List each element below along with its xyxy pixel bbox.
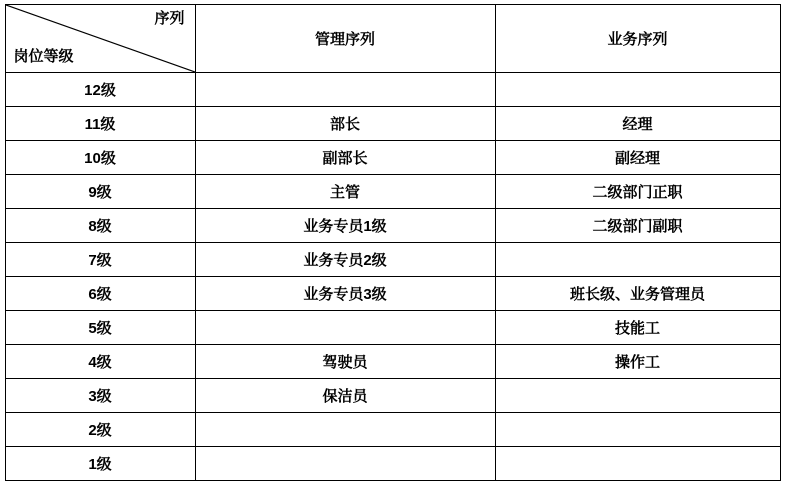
- cell-business: [495, 379, 780, 413]
- cell-management: 保洁员: [195, 379, 495, 413]
- corner-top-label: 序列: [154, 10, 185, 27]
- cell-grade: 7级: [5, 243, 195, 277]
- cell-business: 技能工: [495, 311, 780, 345]
- cell-business: 操作工: [495, 345, 780, 379]
- table-row: [5, 175, 780, 209]
- table-row: [5, 345, 780, 379]
- table-header-row: [5, 5, 780, 73]
- cell-business: 二级部门正职: [495, 175, 780, 209]
- column-header-management: 管理序列: [195, 5, 495, 73]
- cell-grade: 3级: [5, 379, 195, 413]
- cell-management: [195, 311, 495, 345]
- corner-bottom-label: 岗位等级: [13, 48, 74, 65]
- cell-business: 副经理: [495, 141, 780, 175]
- cell-business: 经理: [495, 107, 780, 141]
- table-row: [5, 311, 780, 345]
- cell-grade: 4级: [5, 345, 195, 379]
- table-row: [5, 209, 780, 243]
- cell-management: 驾驶员: [195, 345, 495, 379]
- cell-business: [495, 447, 780, 481]
- cell-business: [495, 73, 780, 107]
- cell-business: 二级部门副职: [495, 209, 780, 243]
- table-row: [5, 277, 780, 311]
- position-grade-table: [5, 4, 781, 481]
- table-row: [5, 141, 780, 175]
- column-header-business: 业务序列: [495, 5, 780, 73]
- table-row: [5, 73, 780, 107]
- cell-business: [495, 243, 780, 277]
- table-row: [5, 413, 780, 447]
- cell-grade: 11级: [5, 107, 195, 141]
- cell-management: 业务专员3级: [195, 277, 495, 311]
- cell-grade: 5级: [5, 311, 195, 345]
- cell-management: 副部长: [195, 141, 495, 175]
- cell-management: 业务专员1级: [195, 209, 495, 243]
- cell-grade: 10级: [5, 141, 195, 175]
- cell-management: 部长: [195, 107, 495, 141]
- cell-grade: 6级: [5, 277, 195, 311]
- cell-management: [195, 73, 495, 107]
- cell-grade: 12级: [5, 73, 195, 107]
- corner-header-cell: [5, 5, 195, 73]
- table-row: [5, 243, 780, 277]
- cell-grade: 2级: [5, 413, 195, 447]
- document-page: [0, 4, 785, 492]
- cell-management: 业务专员2级: [195, 243, 495, 277]
- cell-management: [195, 447, 495, 481]
- table-body: [5, 73, 780, 481]
- table-row: [5, 447, 780, 481]
- cell-grade: 8级: [5, 209, 195, 243]
- cell-management: 主管: [195, 175, 495, 209]
- cell-grade: 9级: [5, 175, 195, 209]
- table-row: [5, 379, 780, 413]
- cell-business: 班长级、业务管理员: [495, 277, 780, 311]
- cell-grade: 1级: [5, 447, 195, 481]
- cell-business: [495, 413, 780, 447]
- table-header: [5, 5, 780, 73]
- cell-management: [195, 413, 495, 447]
- table-row: [5, 107, 780, 141]
